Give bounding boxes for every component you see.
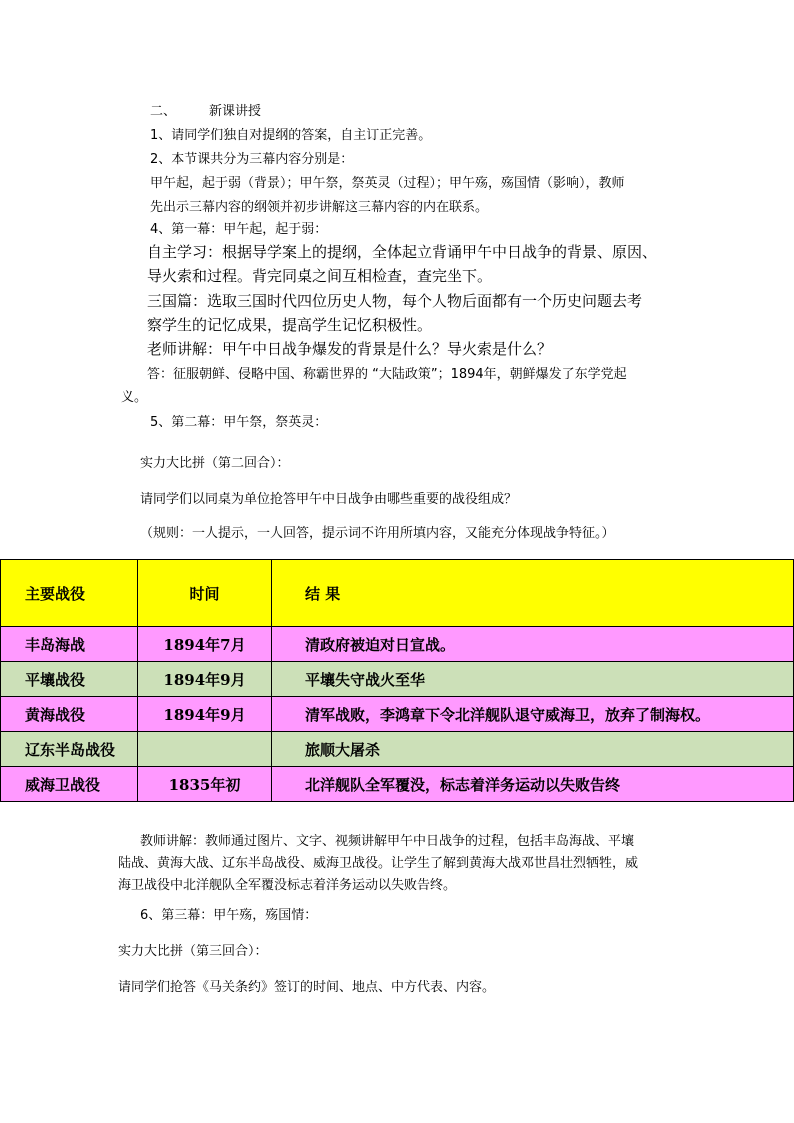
battles-table [0, 559, 794, 802]
paragraph-teacher-explanation-line1: 教师讲解：教师通过图片、文字、视频讲解甲午中日战争的过程，包括丰岛海战、平壤 [140, 834, 635, 849]
paragraph-round-2-title: 实力大比拼（第二回合）： [140, 456, 290, 471]
paragraph-teacher-question: 老师讲解：甲午中日战争爆发的背景是什么？导火索是什么？ [147, 340, 553, 358]
battle-name: 平壤战役 [1, 662, 138, 697]
paragraph-round-3-title: 实力大比拼（第三回合）： [118, 944, 268, 959]
battle-time: 1894年9月 [138, 697, 272, 732]
paragraph-act-2-title: 5、第二幕：甲午祭，祭英灵： [150, 415, 328, 430]
battle-time [138, 732, 272, 767]
table-row [1, 767, 794, 802]
table-row [1, 627, 794, 662]
battle-result: 北洋舰队全军覆没，标志着洋务运动以失败告终 [272, 767, 794, 802]
battle-name: 威海卫战役 [1, 767, 138, 802]
paragraph-answer-line2: 义。 [121, 390, 148, 405]
battles-table-wrapper [0, 559, 794, 802]
paragraph-answer-line1: 答：征服朝鲜、侵略中国、称霸世界的 “大陆政策”；1894年，朝鲜爆发了东学党起 [147, 367, 627, 382]
battle-result: 旅顺大屠杀 [272, 732, 794, 767]
header-time: 时间 [138, 560, 272, 627]
battle-result: 清军战败，李鸿章下令北洋舰队退守威海卫，放弃了制海权。 [272, 697, 794, 732]
battle-time: 1835年初 [138, 767, 272, 802]
header-result: 结 果 [272, 560, 794, 627]
paragraph-act-3-title: 6、第三幕：甲午殇，殇国情： [140, 908, 318, 923]
battle-result: 平壤失守战火至华 [272, 662, 794, 697]
battle-time: 1894年7月 [138, 627, 272, 662]
paragraph-three-kingdoms-line1: 三国篇：选取三国时代四位历史人物，每个人物后面都有一个历史问题去考 [147, 292, 643, 310]
paragraph-step-1: 1、请同学们独自对提纲的答案，自主订正完善。 [150, 128, 432, 143]
paragraph-round-2-rules: （规则：一人提示，一人回答，提示词不许用所填内容，又能充分体现战争特征。） [140, 526, 615, 541]
table-row [1, 662, 794, 697]
paragraph-self-study-line2: 导火索和过程。背完同桌之间互相检查，查完坐下。 [147, 267, 493, 285]
table-header-row [1, 560, 794, 627]
battle-time: 1894年9月 [138, 662, 272, 697]
battle-name: 辽东半岛战役 [1, 732, 138, 767]
table-row [1, 732, 794, 767]
lesson-section-heading: 二、 新课讲授 [150, 104, 262, 119]
paragraph-self-study-line1: 自主学习：根据导学案上的提纲，全体起立背诵甲午中日战争的背景、原因、 [147, 243, 658, 261]
battle-result: 清政府被迫对日宣战。 [272, 627, 794, 662]
paragraph-three-acts-line2: 先出示三幕内容的纲领并初步讲解这三幕内容的内在联系。 [150, 200, 489, 215]
paragraph-round-3-question: 请同学们抢答《马关条约》签订的时间、地点、中方代表、内容。 [118, 980, 496, 995]
paragraph-teacher-explanation-line2: 陆战、黄海大战、辽东半岛战役、威海卫战役。让学生了解到黄海大战邓世昌壮烈牺牲，威 [118, 856, 639, 871]
paragraph-three-kingdoms-line2: 察学生的记忆成果，提高学生记忆积极性。 [147, 316, 433, 334]
paragraph-teacher-explanation-line3: 海卫战役中北洋舰队全军覆没标志着洋务运动以失败告终。 [118, 878, 457, 893]
paragraph-act-1-title: 4、第一幕：甲午起，起于弱： [150, 222, 328, 237]
paragraph-round-2-question: 请同学们以同桌为单位抢答甲午中日战争由哪些重要的战役组成？ [140, 492, 518, 507]
battle-name: 黄海战役 [1, 697, 138, 732]
paragraph-three-acts-line1: 甲午起，起于弱（背景）；甲午祭，祭英灵（过程）；甲午殇，殇国情（影响），教师 [150, 176, 625, 191]
battle-name: 丰岛海战 [1, 627, 138, 662]
header-battle: 主要战役 [1, 560, 138, 627]
table-row [1, 697, 794, 732]
paragraph-step-2: 2、本节课共分为三幕内容分别是： [150, 152, 354, 167]
